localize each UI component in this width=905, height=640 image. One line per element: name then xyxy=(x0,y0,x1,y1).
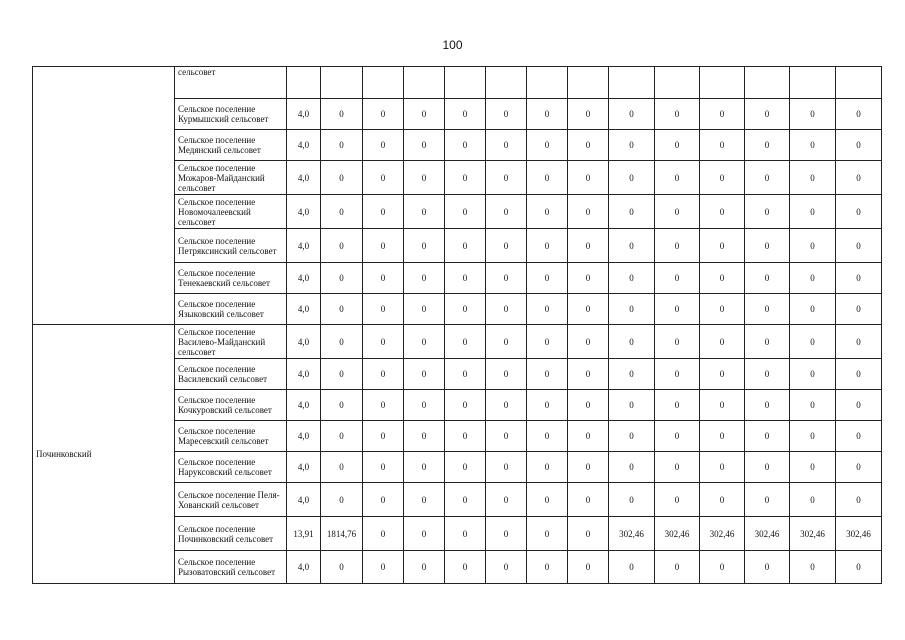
value-cell: 0 xyxy=(363,130,404,161)
value-cell: 0 xyxy=(568,99,609,130)
value-cell xyxy=(527,67,568,99)
settlement-cell: Сельское поселение Наруксовский сельсовет xyxy=(175,452,287,483)
value-cell: 0 xyxy=(363,390,404,421)
value-cell: 0 xyxy=(363,483,404,517)
value-cell xyxy=(321,67,363,99)
value-cell: 0 xyxy=(404,130,445,161)
value-cell: 0 xyxy=(568,483,609,517)
value-cell: 0 xyxy=(745,551,790,584)
value-cell: 0 xyxy=(321,551,363,584)
value-cell: 0 xyxy=(404,421,445,452)
value-cell: 0 xyxy=(321,359,363,390)
value-cell: 0 xyxy=(609,195,655,229)
value-cell: 1814,76 xyxy=(321,517,363,551)
value-cell: 0 xyxy=(655,390,700,421)
value-cell: 0 xyxy=(486,452,527,483)
value-cell: 0 xyxy=(836,161,882,195)
value-cell: 0 xyxy=(745,161,790,195)
value-cell: 0 xyxy=(609,263,655,294)
settlement-cell: Сельское поселение Курмышский сельсовет xyxy=(175,99,287,130)
value-cell: 0 xyxy=(363,359,404,390)
value-cell: 0 xyxy=(363,263,404,294)
value-cell: 4,0 xyxy=(287,359,321,390)
value-cell: 4,0 xyxy=(287,161,321,195)
value-cell: 0 xyxy=(836,452,882,483)
value-cell: 0 xyxy=(445,421,486,452)
value-cell: 0 xyxy=(363,551,404,584)
value-cell xyxy=(700,67,745,99)
value-cell: 0 xyxy=(321,195,363,229)
value-cell: 4,0 xyxy=(287,229,321,263)
value-cell: 0 xyxy=(486,551,527,584)
value-cell: 0 xyxy=(321,229,363,263)
value-cell: 0 xyxy=(609,99,655,130)
value-cell: 0 xyxy=(745,130,790,161)
value-cell: 302,46 xyxy=(790,517,836,551)
value-cell: 0 xyxy=(655,483,700,517)
value-cell: 0 xyxy=(445,452,486,483)
value-cell: 302,46 xyxy=(745,517,790,551)
value-cell: 0 xyxy=(836,130,882,161)
value-cell: 0 xyxy=(363,294,404,325)
value-cell: 0 xyxy=(527,99,568,130)
value-cell: 0 xyxy=(655,229,700,263)
value-cell: 0 xyxy=(486,130,527,161)
value-cell: 0 xyxy=(404,263,445,294)
value-cell: 0 xyxy=(321,263,363,294)
value-cell: 0 xyxy=(363,195,404,229)
value-cell: 0 xyxy=(363,325,404,359)
value-cell xyxy=(404,67,445,99)
value-cell: 0 xyxy=(527,229,568,263)
value-cell: 0 xyxy=(321,390,363,421)
value-cell: 0 xyxy=(404,359,445,390)
value-cell: 302,46 xyxy=(609,517,655,551)
value-cell: 0 xyxy=(445,229,486,263)
value-cell: 0 xyxy=(404,452,445,483)
value-cell: 0 xyxy=(321,483,363,517)
value-cell: 0 xyxy=(568,390,609,421)
value-cell: 0 xyxy=(790,390,836,421)
value-cell: 0 xyxy=(790,452,836,483)
settlement-cell: Сельское поселение Пеля-Хованский сельсовет xyxy=(175,483,287,517)
value-cell: 0 xyxy=(486,359,527,390)
value-cell: 302,46 xyxy=(700,517,745,551)
value-cell xyxy=(655,67,700,99)
value-cell: 0 xyxy=(445,325,486,359)
value-cell: 0 xyxy=(321,325,363,359)
value-cell: 0 xyxy=(404,294,445,325)
value-cell: 0 xyxy=(527,161,568,195)
value-cell: 0 xyxy=(609,452,655,483)
value-cell: 0 xyxy=(486,229,527,263)
value-cell: 0 xyxy=(790,551,836,584)
value-cell: 0 xyxy=(836,359,882,390)
value-cell: 0 xyxy=(404,161,445,195)
value-cell: 0 xyxy=(836,483,882,517)
settlement-cell: Сельское поселение Кочкуровский сельсовет xyxy=(175,390,287,421)
value-cell: 0 xyxy=(445,99,486,130)
value-cell: 0 xyxy=(655,452,700,483)
value-cell: 0 xyxy=(700,483,745,517)
value-cell: 0 xyxy=(445,390,486,421)
value-cell: 0 xyxy=(445,263,486,294)
value-cell: 0 xyxy=(700,229,745,263)
settlement-cell: Сельское поселение Медянский сельсовет xyxy=(175,130,287,161)
value-cell: 0 xyxy=(363,99,404,130)
settlement-cell: Сельское поселение Василево-Майданский сельсовет xyxy=(175,325,287,359)
value-cell: 0 xyxy=(486,517,527,551)
value-cell: 0 xyxy=(321,421,363,452)
value-cell: 4,0 xyxy=(287,390,321,421)
value-cell: 0 xyxy=(790,195,836,229)
value-cell: 0 xyxy=(445,483,486,517)
value-cell: 0 xyxy=(527,421,568,452)
value-cell: 0 xyxy=(527,359,568,390)
value-cell: 4,0 xyxy=(287,452,321,483)
value-cell: 0 xyxy=(609,551,655,584)
value-cell: 0 xyxy=(836,195,882,229)
value-cell: 0 xyxy=(655,263,700,294)
value-cell: 4,0 xyxy=(287,294,321,325)
value-cell: 0 xyxy=(321,99,363,130)
value-cell: 0 xyxy=(404,229,445,263)
value-cell: 0 xyxy=(363,517,404,551)
table-row xyxy=(33,67,882,99)
value-cell: 0 xyxy=(655,161,700,195)
value-cell: 0 xyxy=(790,161,836,195)
value-cell: 0 xyxy=(404,517,445,551)
value-cell: 0 xyxy=(790,99,836,130)
data-table xyxy=(32,66,882,584)
value-cell: 0 xyxy=(527,483,568,517)
value-cell: 0 xyxy=(655,421,700,452)
settlement-cell: Сельское поселение Василевский сельсовет xyxy=(175,359,287,390)
value-cell: 0 xyxy=(609,483,655,517)
value-cell: 0 xyxy=(363,452,404,483)
settlement-cell: Сельское поселение Можаров-Майданский сельсовет xyxy=(175,161,287,195)
value-cell: 0 xyxy=(568,229,609,263)
value-cell: 0 xyxy=(568,294,609,325)
value-cell: 0 xyxy=(527,452,568,483)
value-cell: 0 xyxy=(486,325,527,359)
settlement-cell: Сельское поселение Тенекаевский сельсовет xyxy=(175,263,287,294)
value-cell: 0 xyxy=(700,195,745,229)
value-cell: 0 xyxy=(745,99,790,130)
value-cell: 0 xyxy=(790,294,836,325)
value-cell: 0 xyxy=(700,551,745,584)
value-cell: 0 xyxy=(609,130,655,161)
value-cell: 0 xyxy=(486,390,527,421)
value-cell: 0 xyxy=(404,390,445,421)
value-cell: 0 xyxy=(445,551,486,584)
value-cell: 4,0 xyxy=(287,130,321,161)
district-cell xyxy=(33,67,175,325)
value-cell: 0 xyxy=(655,551,700,584)
value-cell: 302,46 xyxy=(836,517,882,551)
value-cell: 0 xyxy=(836,421,882,452)
value-cell: 0 xyxy=(790,421,836,452)
value-cell: 0 xyxy=(745,294,790,325)
value-cell: 0 xyxy=(700,325,745,359)
value-cell: 0 xyxy=(486,99,527,130)
value-cell: 0 xyxy=(486,263,527,294)
value-cell: 0 xyxy=(527,517,568,551)
value-cell: 0 xyxy=(836,325,882,359)
value-cell: 0 xyxy=(655,130,700,161)
value-cell: 0 xyxy=(700,294,745,325)
value-cell: 0 xyxy=(527,325,568,359)
value-cell: 0 xyxy=(700,359,745,390)
value-cell: 0 xyxy=(836,229,882,263)
value-cell xyxy=(445,67,486,99)
value-cell: 0 xyxy=(609,325,655,359)
value-cell: 0 xyxy=(568,551,609,584)
value-cell: 0 xyxy=(404,551,445,584)
value-cell: 4,0 xyxy=(287,483,321,517)
value-cell: 0 xyxy=(836,99,882,130)
district-cell: Починковский xyxy=(33,325,175,584)
settlement-cell: Сельское поселение Петряксинский сельсовет xyxy=(175,229,287,263)
value-cell: 0 xyxy=(445,517,486,551)
value-cell: 0 xyxy=(568,195,609,229)
value-cell xyxy=(363,67,404,99)
value-cell: 0 xyxy=(568,452,609,483)
value-cell: 0 xyxy=(445,195,486,229)
value-cell: 0 xyxy=(836,294,882,325)
value-cell: 0 xyxy=(655,359,700,390)
value-cell: 0 xyxy=(527,263,568,294)
value-cell: 0 xyxy=(790,359,836,390)
value-cell: 0 xyxy=(790,229,836,263)
value-cell: 0 xyxy=(321,294,363,325)
settlement-cell: Сельское поселение Новомочалеевский сельсовет xyxy=(175,195,287,229)
page-number: 100 xyxy=(442,38,463,52)
value-cell: 0 xyxy=(655,325,700,359)
value-cell: 0 xyxy=(745,195,790,229)
value-cell: 0 xyxy=(655,99,700,130)
value-cell: 0 xyxy=(609,161,655,195)
value-cell xyxy=(745,67,790,99)
settlement-cell: Сельское поселение Починковский сельсовет xyxy=(175,517,287,551)
settlement-cell: Сельское поселение Маресевский сельсовет xyxy=(175,421,287,452)
value-cell: 0 xyxy=(609,229,655,263)
value-cell: 0 xyxy=(527,551,568,584)
value-cell: 0 xyxy=(445,130,486,161)
value-cell: 0 xyxy=(790,483,836,517)
value-cell: 0 xyxy=(609,359,655,390)
value-cell xyxy=(790,67,836,99)
value-cell xyxy=(836,67,882,99)
value-cell: 0 xyxy=(321,130,363,161)
value-cell: 0 xyxy=(836,551,882,584)
value-cell: 0 xyxy=(745,263,790,294)
value-cell: 0 xyxy=(404,325,445,359)
value-cell: 0 xyxy=(655,294,700,325)
value-cell: 0 xyxy=(527,390,568,421)
value-cell xyxy=(486,67,527,99)
value-cell: 0 xyxy=(568,263,609,294)
value-cell: 0 xyxy=(745,390,790,421)
value-cell: 4,0 xyxy=(287,551,321,584)
value-cell: 0 xyxy=(445,359,486,390)
value-cell xyxy=(609,67,655,99)
value-cell: 0 xyxy=(404,195,445,229)
value-cell: 4,0 xyxy=(287,325,321,359)
value-cell: 0 xyxy=(568,130,609,161)
value-cell: 0 xyxy=(404,99,445,130)
value-cell: 4,0 xyxy=(287,195,321,229)
value-cell: 302,46 xyxy=(655,517,700,551)
value-cell: 0 xyxy=(568,325,609,359)
settlement-cell: Сельское поселение Рызоватовский сельсовет xyxy=(175,551,287,584)
value-cell: 0 xyxy=(700,99,745,130)
value-cell: 0 xyxy=(790,130,836,161)
value-cell: 0 xyxy=(700,263,745,294)
value-cell: 4,0 xyxy=(287,421,321,452)
value-cell: 0 xyxy=(609,421,655,452)
value-cell: 0 xyxy=(363,229,404,263)
value-cell: 0 xyxy=(363,421,404,452)
value-cell: 0 xyxy=(568,161,609,195)
value-cell: 0 xyxy=(836,263,882,294)
value-cell: 0 xyxy=(486,421,527,452)
settlement-cell: сельсовет xyxy=(175,67,287,99)
value-cell: 0 xyxy=(700,161,745,195)
value-cell: 0 xyxy=(568,421,609,452)
value-cell: 0 xyxy=(527,195,568,229)
value-cell: 0 xyxy=(655,195,700,229)
value-cell: 0 xyxy=(363,161,404,195)
value-cell: 0 xyxy=(527,130,568,161)
value-cell: 0 xyxy=(486,294,527,325)
value-cell: 0 xyxy=(745,452,790,483)
value-cell: 0 xyxy=(745,229,790,263)
value-cell: 13,91 xyxy=(287,517,321,551)
value-cell: 0 xyxy=(486,195,527,229)
value-cell: 0 xyxy=(568,359,609,390)
value-cell: 0 xyxy=(745,359,790,390)
value-cell: 0 xyxy=(445,294,486,325)
value-cell: 0 xyxy=(321,452,363,483)
value-cell: 4,0 xyxy=(287,263,321,294)
value-cell: 0 xyxy=(568,517,609,551)
value-cell: 0 xyxy=(609,390,655,421)
value-cell xyxy=(568,67,609,99)
value-cell: 4,0 xyxy=(287,99,321,130)
table-row xyxy=(33,325,882,359)
settlement-cell: Сельское поселение Языковский сельсовет xyxy=(175,294,287,325)
value-cell: 0 xyxy=(527,294,568,325)
value-cell: 0 xyxy=(836,390,882,421)
value-cell: 0 xyxy=(745,325,790,359)
value-cell: 0 xyxy=(321,161,363,195)
value-cell: 0 xyxy=(700,130,745,161)
value-cell: 0 xyxy=(790,325,836,359)
value-cell: 0 xyxy=(790,263,836,294)
value-cell: 0 xyxy=(609,294,655,325)
table-body xyxy=(33,67,882,584)
value-cell: 0 xyxy=(745,483,790,517)
value-cell: 0 xyxy=(700,421,745,452)
value-cell: 0 xyxy=(486,161,527,195)
value-cell: 0 xyxy=(486,483,527,517)
value-cell: 0 xyxy=(745,421,790,452)
value-cell: 0 xyxy=(700,452,745,483)
value-cell: 0 xyxy=(404,483,445,517)
value-cell xyxy=(287,67,321,99)
value-cell: 0 xyxy=(700,390,745,421)
value-cell: 0 xyxy=(445,161,486,195)
